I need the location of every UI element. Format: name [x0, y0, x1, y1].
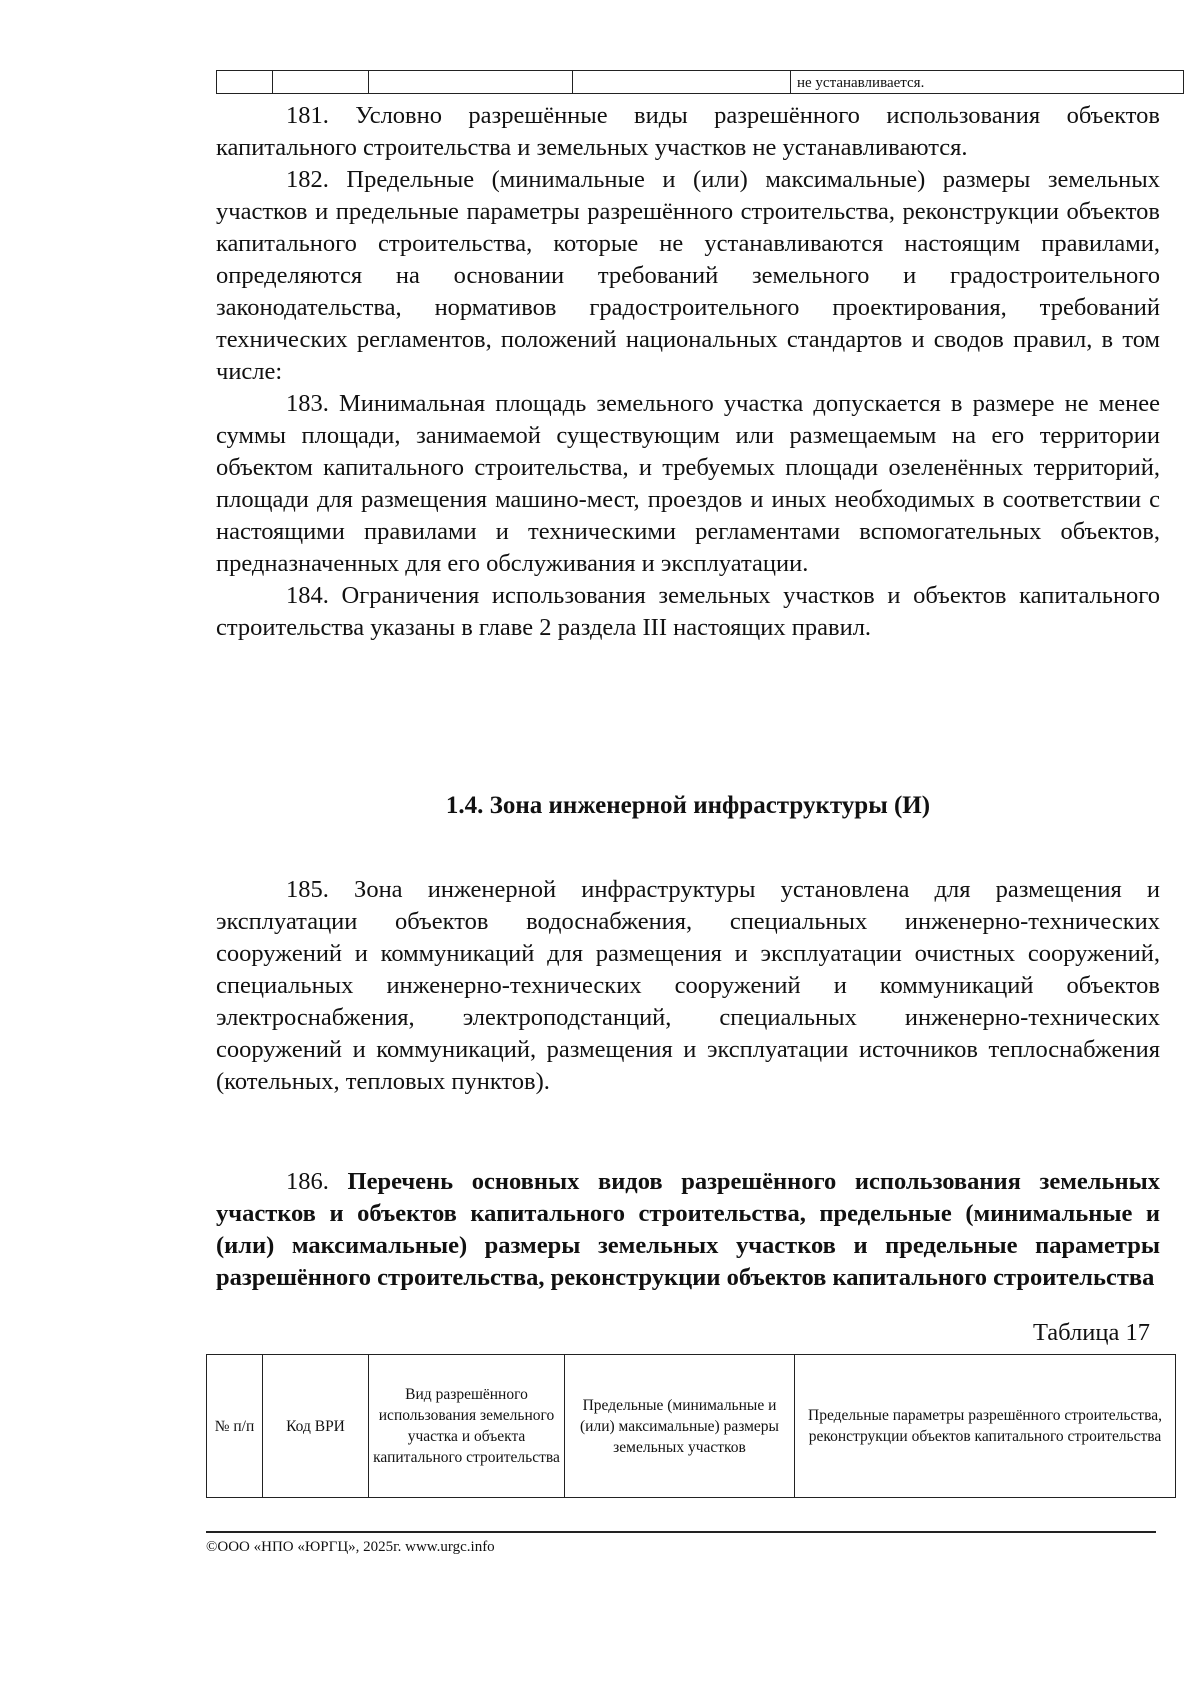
- paragraph-186: [216, 1166, 1160, 1294]
- header-number: № п/п: [207, 1355, 263, 1498]
- section-heading: 1.4. Зона инженерной инфраструктуры (И): [445, 792, 931, 819]
- continuation-table: [216, 70, 1184, 94]
- paragraph-182: 182. Предельные (минимальные и (или) максимальные) размеры земельных участков и предельные параметры разрешённого строительства, реконструкции объектов капитального строительства, которые не устанавливаются настоящим правилами, определяются на основании требований земельного и градостроительного законодательства, нормативов градостроительного проектирования, требований технических регламентов, положений национальных стандартов и сводов правил, в том числе:: [216, 166, 1160, 385]
- table-cell-note: не устанавливается.: [791, 71, 1184, 94]
- body-text-top: [216, 100, 1160, 644]
- paragraph-number: 186.: [286, 1168, 329, 1195]
- body-text-185: [216, 874, 1160, 1098]
- body-text-186: [216, 1166, 1160, 1294]
- page-footer: ©ООО «НПО «ЮРГЦ», 2025г. www.urgc.info: [206, 1539, 495, 1555]
- footer-divider: [206, 1531, 1156, 1533]
- header-code: Код ВРИ: [263, 1355, 369, 1498]
- table-row: [217, 71, 1184, 94]
- table-cell: [273, 71, 369, 94]
- paragraph-184: 184. Ограничения использования земельных участков и объектов капитального строительства указаны в главе 2 раздела III настоящих правил.: [216, 582, 1160, 641]
- table-cell: [573, 71, 791, 94]
- header-use-type: Вид разрешённого использования земельного участка и объекта капитального строительства: [369, 1355, 565, 1498]
- paragraph-181: 181. Условно разрешённые виды разрешённого использования объектов капитального строительства и земельных участков не устанавливаются.: [216, 102, 1160, 161]
- header-plot-sizes: Предельные (минимальные и (или) максимальные) размеры земельных участков: [565, 1355, 795, 1498]
- zone-table: [206, 1354, 1176, 1498]
- table-caption: Таблица 17: [1032, 1319, 1150, 1346]
- header-construction-params: Предельные параметры разрешённого строительства, реконструкции объектов капитального строительства: [795, 1355, 1176, 1498]
- paragraph-183: 183. Минимальная площадь земельного участка допускается в размере не менее суммы площади, занимаемой существующим или размещаемым на его территории объектом капитального строительства, и требуемых площади озеленённых территорий, площади для размещения машино-мест, проездов и иных необходимых в соответствии с настоящими правилами и техническими регламентами вспомогательных объектов, предназначенных для его обслуживания и эксплуатации.: [216, 390, 1160, 577]
- table-header-row: [207, 1355, 1176, 1498]
- paragraph-185: 185. Зона инженерной инфраструктуры установлена для размещения и эксплуатации объектов водоснабжения, специальных инженерно-технических сооружений и коммуникаций для размещения и эксплуатации очистных сооружений, специальных инженерно-технических сооружений и коммуникаций объектов электроснабжения, электроподстанций, специальных инженерно-технических сооружений и коммуникаций, размещения и эксплуатации источников теплоснабжения (котельных, тепловых пунктов).: [216, 876, 1160, 1095]
- table-cell: [217, 71, 273, 94]
- paragraph-186-title: Перечень основных видов разрешённого использования земельных участков и объектов капитального строительства, предельные (минимальные и (или) максимальные) размеры земельных участков и предельные параметры разрешённого строительства, реконструкции объектов капитального строительства: [216, 1168, 1161, 1291]
- table-cell: [369, 71, 573, 94]
